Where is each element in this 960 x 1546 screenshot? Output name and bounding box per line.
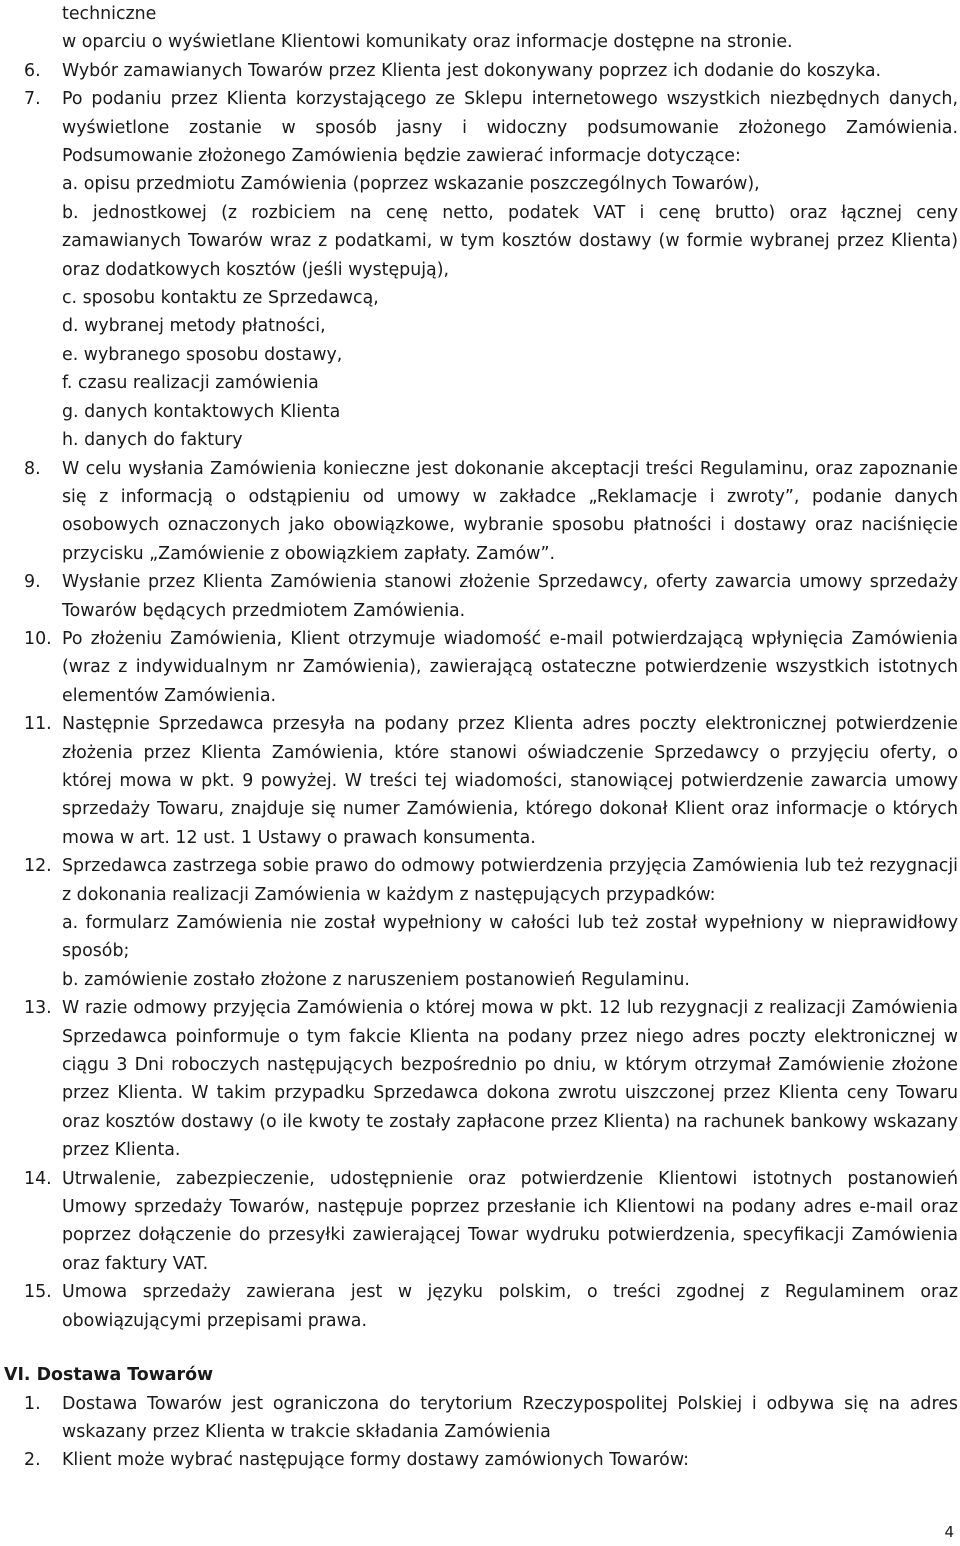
list-item — [2, 1446, 958, 1474]
item-text: Klient może wybrać następujące formy dostawy zamówionych Towarów: — [62, 1450, 689, 1471]
continuation-block — [2, 0, 958, 57]
list-item — [2, 1390, 958, 1447]
item-number: 1. — [24, 1393, 41, 1414]
item-text: Sprzedawca zastrzega sobie prawo do odmowy potwierdzenia przyjęcia Zamówienia lub też rezygnacji z dokonania realizacji Zamówienia w każdym z następujących przypadków: — [62, 856, 958, 905]
sub-item: h. danych do faktury — [62, 430, 243, 451]
section-list — [2, 1390, 958, 1475]
item-text: Wysłanie przez Klienta Zamówienia stanowi złożenie Sprzedawcy, oferty zawarcia umowy sprzedaży Towarów będących przedmiotem Zamówienia. — [62, 572, 958, 621]
list-item — [2, 625, 958, 710]
list-item — [2, 1278, 958, 1335]
item-text: W razie odmowy przyjęcia Zamówienia o której mowa w pkt. 12 lub rezygnacji z realizacji Zamówienia Sprzedawca poinformuje o tym fakcie Klienta na podany przez niego adres poczty elektronicznej w ciągu 3 Dni roboczych następujących bezpośrednio po dniu, w którym otrzymał Zamówienie złożone przez Klienta. W takim przypadku Sprzedawca dokona zwrotu uiszczonej przez Klienta ceny Towaru oraz kosztów dostawy (o ile kwoty te zostały zapłacone przez Klienta) na rachunek bankowy wskazany przez Klienta. — [62, 998, 958, 1161]
list-item — [2, 1165, 958, 1279]
sub-item: e. wybranego sposobu dostawy, — [62, 344, 343, 365]
list-item — [2, 994, 958, 1164]
sub-item: a. opisu przedmiotu Zamówienia (poprzez wskazanie poszczególnych Towarów), — [62, 174, 760, 195]
item-text: Po podaniu przez Klienta korzystającego ze Sklepu internetowego wszystkich niezbędnych danych, wyświetlone zostanie w sposób jasny i widoczny podsumowanie złożonego Zamówienia. Podsumowanie złożonego Zamówienia będzie zawierać informacje dotyczące: — [62, 89, 958, 167]
list-items-part3 — [2, 994, 958, 1335]
item-number: 15. — [24, 1282, 52, 1303]
list-item — [2, 568, 958, 625]
item-text: Utrwalenie, zabezpieczenie, udostępnienie oraz potwierdzenie Klientowi istotnych postanowień Umowy sprzedaży Towarów, następuje poprzez przesłanie ich Klientowi na podany adres e-mail oraz poprzez dołączenie do przesyłki zawierającej Towar wydruku potwierdzenia, specyfikacji Zamówienia oraz faktury VAT. — [62, 1168, 958, 1274]
sub-item: c. sposobu kontaktu ze Sprzedawcą, — [62, 288, 379, 309]
item-number: 12. — [24, 856, 52, 877]
list-item — [2, 455, 958, 569]
list-item — [2, 57, 958, 85]
item-text: Po złożeniu Zamówienia, Klient otrzymuje wiadomość e-mail potwierdzającą wpłynięcia Zamówienia (wraz z indywidualnym nr Zamówienia), zawierającą ostateczne potwierdzenie wszystkich istotnych elementów Zamówienia. — [62, 628, 958, 706]
list-item — [2, 85, 958, 170]
item-number: 10. — [24, 628, 52, 649]
item-text: Następnie Sprzedawca przesyła na podany przez Klienta adres poczty elektronicznej potwierdzenie złożenia przez Klienta Zamówienia, które stanowi oświadczenie Sprzedawcy o przyjęciu oferty, o której mowa w pkt. 9 powyżej. W treści tej wiadomości, stanowiącej potwierdzenie zawarcia umowy sprzedaży Towaru, znajduje się numer Zamówienia, którego dokonał Klient oraz informacje o których mowa w art. 12 ust. 1 Ustawy o prawach konsumenta. — [62, 714, 958, 848]
section-heading: VI. Dostawa Towarów — [4, 1365, 214, 1386]
sub-item: f. czasu realizacji zamówienia — [62, 373, 319, 394]
item-number: 6. — [24, 60, 41, 81]
page-number: 4 — [944, 1523, 954, 1541]
item-number: 7. — [24, 89, 41, 110]
item12-sublist — [2, 909, 958, 994]
list-item — [2, 710, 958, 852]
list-items-part1 — [2, 57, 958, 171]
item-number: 11. — [24, 714, 52, 735]
sub-item: g. danych kontaktowych Klienta — [62, 401, 341, 422]
item-text: Wybór zamawianych Towarów przez Klienta jest dokonywany poprzez ich dodanie do koszyka. — [62, 60, 882, 81]
item-number: 2. — [24, 1450, 41, 1471]
item-number: 13. — [24, 998, 52, 1019]
item-number: 8. — [24, 458, 41, 479]
item-text: Umowa sprzedaży zawierana jest w języku polskim, o treści zgodnej z Regulaminem oraz obowiązującymi przepisami prawa. — [62, 1282, 958, 1331]
sub-item: b. zamówienie zostało złożone z naruszeniem postanowień Regulaminu. — [62, 969, 690, 990]
item-number: 9. — [24, 572, 41, 593]
list-item — [2, 852, 958, 909]
sub-item: a. formularz Zamówienia nie został wypełniony w całości lub też został wypełniony w nieprawidłowy sposób; — [62, 913, 958, 962]
item-text: Dostawa Towarów jest ograniczona do terytorium Rzeczypospolitej Polskiej i odbywa się na adres wskazany przez Klienta w trakcie składania Zamówienia — [62, 1393, 958, 1442]
sub-item: d. wybranej metody płatności, — [62, 316, 326, 337]
continuation-line: w oparciu o wyświetlane Klientowi komunikaty oraz informacje dostępne na stronie. — [62, 32, 793, 53]
item-text: W celu wysłania Zamówienia konieczne jest dokonanie akceptacji treści Regulaminu, oraz zapoznanie się z informacją o odstąpieniu od umowy w zakładce „Reklamacje i zwroty”, podanie danych osobowych oznaczonych jako obowiązkowe, wybranie sposobu płatności i dostawy oraz naciśnięcie przycisku „Zamówienie z obowiązkiem zapłaty. Zamów”. — [62, 458, 958, 564]
continuation-line: techniczne — [62, 4, 157, 24]
item7-sublist — [2, 170, 958, 454]
item-number: 14. — [24, 1168, 52, 1189]
sub-item: b. jednostkowej (z rozbiciem na cenę netto, podatek VAT i cenę brutto) oraz łącznej ceny zamawianych Towarów wraz z podatkami, w tym kosztów dostawy (w formie wybranej przez Klienta) oraz dodatkowych kosztów (jeśli występują), — [62, 202, 958, 280]
list-items-part2 — [2, 455, 958, 910]
